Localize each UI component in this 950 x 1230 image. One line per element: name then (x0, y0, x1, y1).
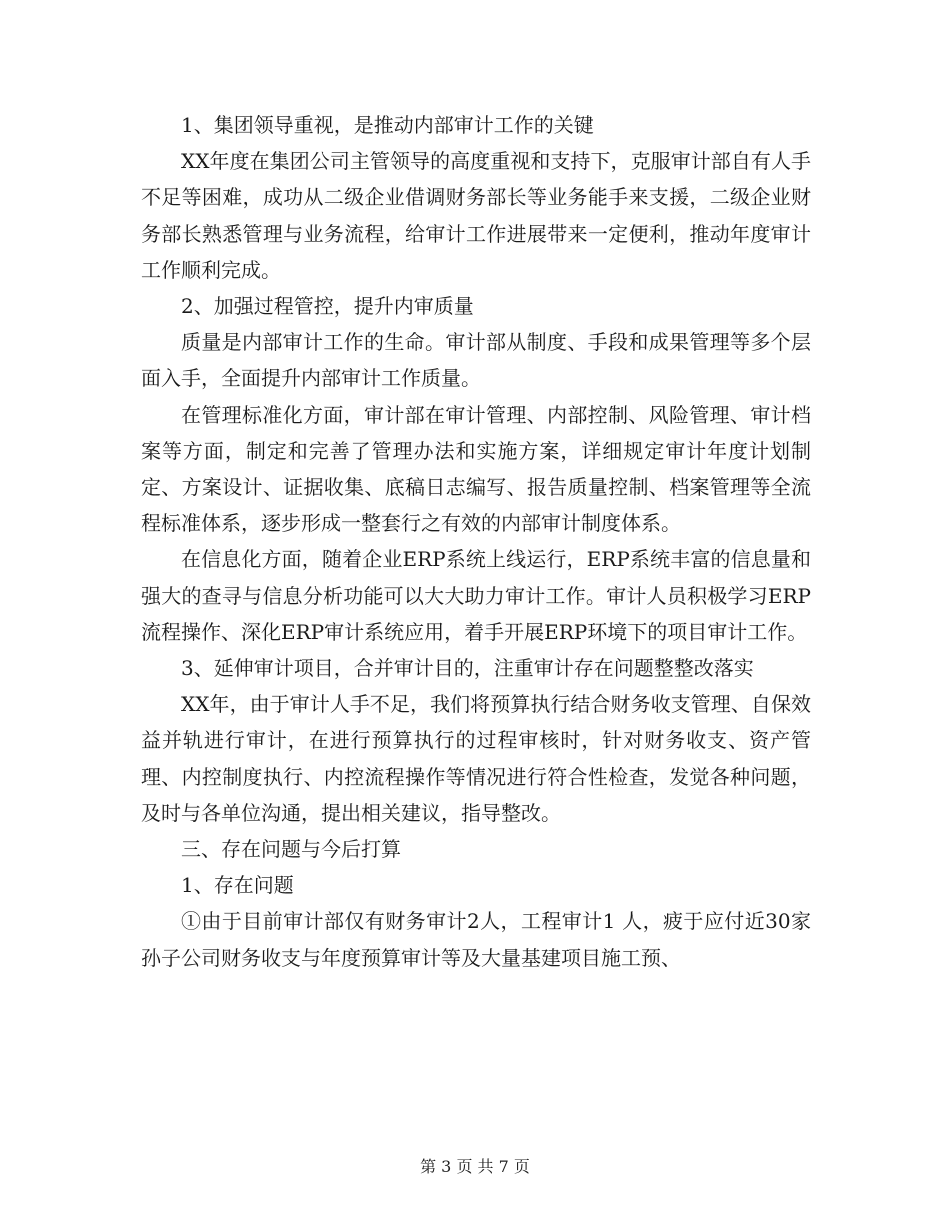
paragraph-informatization: 在信息化方面，随着企业ERP系统上线运行，ERP系统丰富的信息量和强大的查寻与信息分析功能可以大大助力审计工作。审计人员积极学习ERP流程操作、深化ERP审计系统应用，着手开展ERP环境下的项目审计工作。 (141, 547, 811, 644)
page-number-footer: 第 3 页 共 7 页 (420, 1157, 530, 1176)
paragraph-staffing: ①由于目前审计部仅有财务审计2人，工程审计1 人，疲于应付近30家孙子公司财务收支与年度预算审计等及大量基建项目施工预、 (141, 909, 811, 970)
paragraph-budget-audit: XX年，由于审计人手不足，我们将预算执行结合财务收支管理、自保效益并轨进行审计，在进行预算执行的过程审核时，针对财务收支、资产管理、内控制度执行、内控流程操作等情况进行符合性检查，发觉各种问题，及时与各单位沟通，提出相关建议，指导整改。 (141, 692, 811, 825)
document-body (141, 107, 811, 976)
heading-problems-plans: 三、存在问题与今后打算 (181, 837, 401, 862)
paragraph-leadership: XX年度在集团公司主管领导的高度重视和支持下，克服审计部自有人手不足等困难，成功从二级企业借调财务部长等业务能手来支援，二级企业财务部长熟悉管理与业务流程，给审计工作进展带来一定便利，推动年度审计工作顺利完成。 (141, 149, 811, 282)
heading-extend-audit: 3、延伸审计项目，合并审计目的，注重审计存在问题整整改落实 (181, 656, 754, 681)
heading-process-control: 2、加强过程管控，提升内审质量 (181, 294, 474, 319)
heading-problems: 1、存在问题 (181, 873, 294, 898)
paragraph-standardization: 在管理标准化方面，审计部在审计管理、内部控制、风险管理、审计档案等方面，制定和完善了管理办法和实施方案，详细规定审计年度计划制定、方案设计、证据收集、底稿日志编写、报告质量控制、档案管理等全流程标准体系，逐步形成一整套行之有效的内部审计制度体系。 (141, 402, 811, 536)
paragraph-quality: 质量是内部审计工作的生命。审计部从制度、手段和成果管理等多个层面入手，全面提升内部审计工作质量。 (141, 330, 811, 391)
heading-leadership: 1、集团领导重视，是推动内部审计工作的关键 (181, 113, 594, 137)
